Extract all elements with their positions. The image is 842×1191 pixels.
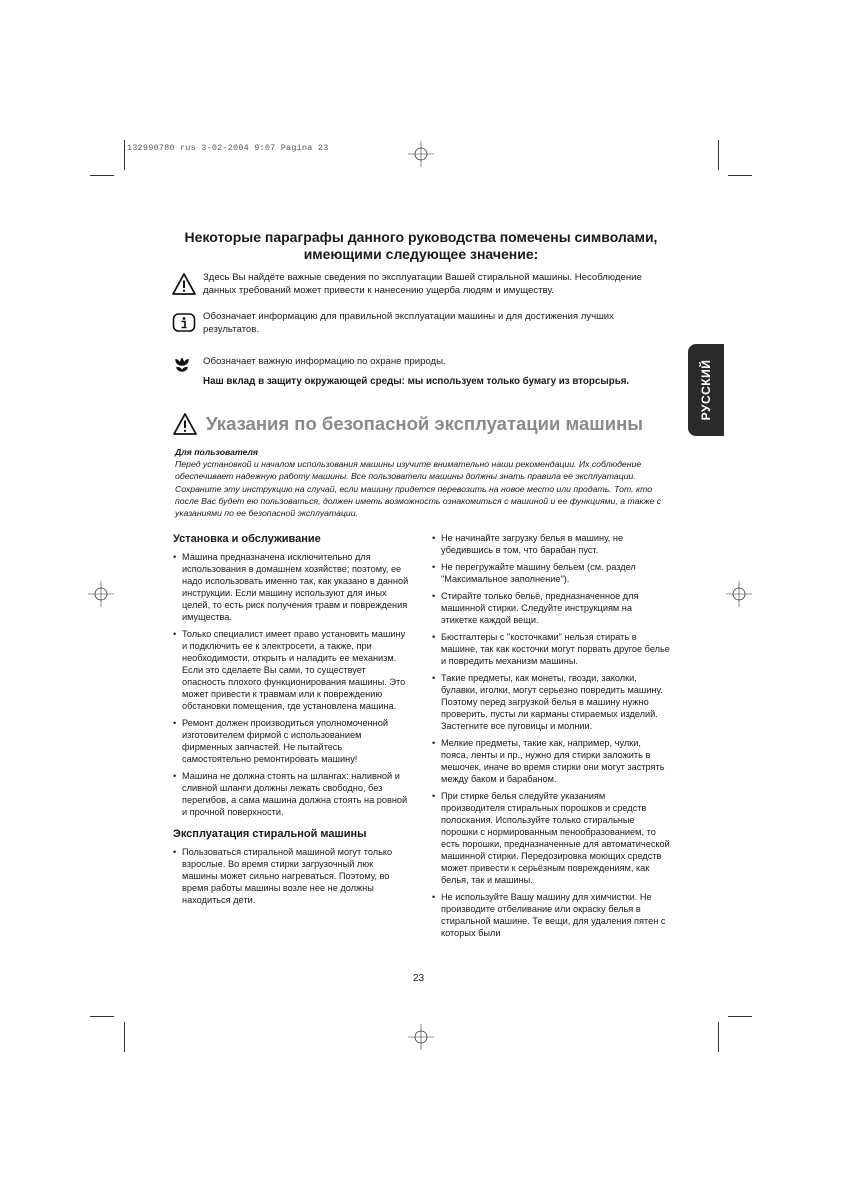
section-heading — [172, 412, 643, 436]
symbol-text: Обозначает важную информацию по охране природы. — [203, 356, 446, 367]
eco-flower-icon — [172, 356, 192, 374]
symbol-row-info — [172, 311, 672, 336]
right-column — [432, 532, 670, 944]
symbol-text: Обозначает информацию для правильной эксплуатации машины и для достижения лучших результатов. — [203, 311, 614, 335]
registration-mark-icon — [408, 1024, 434, 1050]
warning-triangle-icon — [172, 272, 196, 296]
title-line-1: Некоторые параграфы данного руководства помечены символами, — [184, 229, 658, 245]
info-icon — [172, 311, 196, 335]
crop-mark — [124, 1022, 125, 1052]
crop-mark — [90, 175, 114, 176]
warning-triangle-icon — [172, 412, 198, 436]
list-item: • Ремонт должен производиться уполномоченной изготовителем фирмой с использованием фирменных запчастей. Не пытайтесь самостоятельно ремонтировать машину! — [173, 717, 411, 765]
list-item: • При стирке белья следуйте указаниям производителя стиральных порошков и средств полоскания. Используйте только стиральные порошки с нормированным пенообразованием, то есть порошки, предназначенные для автоматической машинной стирки. Передозировка моющих средств может привести к серьёзным повреждениям, как белья, так и машины. — [432, 790, 670, 886]
list-item: • Только специалист имеет право установить машину и подключить ее к электросети, а также, при необходимости, открыть и наладить ее механизм. Если это сделаете Вы сами, то существует опасность плохого функционирования машины. Это может привести к травмам или к повреждению обстановки помещения, где установлена машина. — [173, 628, 411, 712]
registration-mark-icon — [88, 581, 114, 607]
crop-mark — [728, 1016, 752, 1017]
list-item: • Не перегружайте машину бельем (см. раздел "Максимальное заполнение"). — [432, 561, 670, 585]
symbol-row-eco — [172, 356, 672, 374]
symbol-row-warning — [172, 272, 672, 297]
print-header: 132990780 rus 3-02-2004 9:07 Pagina 23 — [127, 143, 329, 153]
intro-paragraph — [175, 446, 670, 519]
section-title: Указания по безопасной эксплуатации машины — [206, 413, 644, 434]
crop-mark — [124, 140, 125, 170]
crop-mark — [718, 140, 719, 170]
crop-mark — [90, 1016, 114, 1017]
list-item: • Не используйте Вашу машину для химчистки. Не производите отбеливание или окраску белья в стиральной машине. Те вещи, для удаления пятен с которых были — [432, 891, 670, 939]
subheading-installation: Установка и обслуживание — [173, 533, 321, 545]
list-item: • Стирайте только бельё, предназначенное для машинной стирки. Следуйте инструкциям на этикетке каждой вещи. — [432, 590, 670, 626]
registration-mark-icon — [408, 141, 434, 167]
installation-list — [173, 551, 411, 818]
intro-text: Перед установкой и началом использования машины изучите внимательно наши рекомендации. Их соблюдение обеспечивает надежную работу машины. Все пользователи машины должны знать правила ее эксплуатации. Сохраните эту инструкцию на случай, если машину придется перевозить на новое место или продать. Тот, кто после Вас будет ею пользоваться, должен иметь возможность ознакомиться с машиной и ее функциями, а также с указаниями по ее безопасной эксплуатации. — [175, 459, 662, 519]
list-item: • Пользоваться стиральной машиной могут только взрослые. Во время стирки загрузочный люк машины может сильно нагреваться. Поэтому, во время работы машины возле нее не должны находиться дети. — [173, 846, 411, 906]
intro-label: Для пользователя — [175, 447, 259, 457]
list-item: • Не начинайте загрузку белья в машину, не убедившись в том, что барабан пуст. — [432, 532, 670, 556]
page-title — [150, 229, 692, 263]
language-tab-label: РУССКИЙ — [699, 359, 713, 421]
language-tab — [688, 344, 724, 436]
washing-rules-list — [432, 532, 670, 939]
symbol-text: Здесь Вы найдёте важные сведения по эксплуатации Вашей стиральной машины. Несоблюдение данных требований может привести к нанесению ущерба людям и имуществу. — [203, 272, 642, 296]
list-item: • Машина предназначена исключительно для использования в домашнем хозяйстве; поэтому, ее надо использовать именно так, как указано в данной инструкции. Если машину используют для иных целей, то есть риск получения травм и повреждения имущества. — [173, 551, 411, 623]
crop-mark — [728, 175, 752, 176]
environment-pledge: Наш вклад в защиту окружающей среды: мы используем только бумагу из вторсырья. — [203, 376, 630, 387]
operation-list — [173, 846, 411, 906]
left-column — [173, 533, 411, 911]
list-item: • Такие предметы, как монеты, гвозди, заколки, булавки, иголки, могут серьезно повредить машину. Поэтому перед загрузкой белья в машину нужно проверить, пусты ли карманы стираемых изделий. Застегните все пуговицы и молнии. — [432, 672, 670, 732]
subheading-operation: Эксплуатация стиральной машины — [173, 828, 367, 840]
crop-mark — [718, 1022, 719, 1052]
list-item: • Машина не должна стоять на шлангах: наливной и сливной шланги должны лежать свободно, без перегибов, а сама машина должна стоять на ровной и прочной поверхности. — [173, 770, 411, 818]
registration-mark-icon — [726, 581, 752, 607]
page-number: 23 — [413, 973, 425, 984]
list-item: • Мелкие предметы, такие как, например, чулки, пояса, ленты и пр., нужно для стирки заложить в мешочек, иначе во время стирки они могут застрять между баком и барабаном. — [432, 737, 670, 785]
list-item: • Бюстгалтеры с "косточками" нельзя стирать в машине, так как косточки могут порвать другое белье и повредить механизм машины. — [432, 631, 670, 667]
title-line-2: имеющими следующее значение: — [303, 246, 539, 262]
